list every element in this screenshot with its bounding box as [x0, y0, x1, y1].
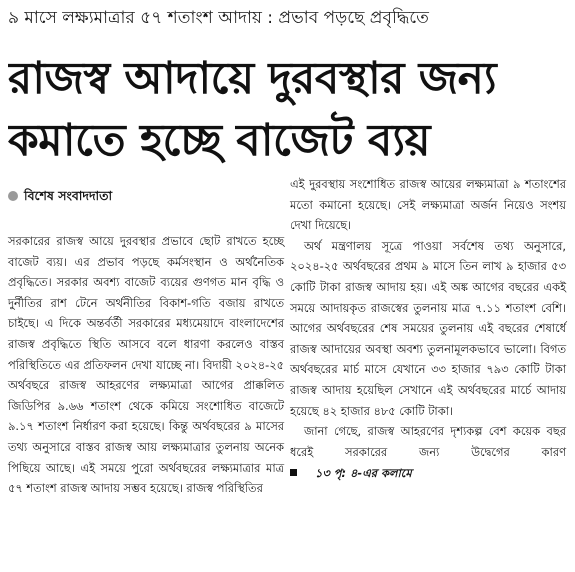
- headline-kicker: ৯ মাসে লক্ষ্যমাত্রার ৫৭ শতাংশ আদায় : প্রভাব পড়ছে প্রবৃদ্ধিতে: [8, 8, 429, 28]
- article-column-right: [290, 174, 566, 483]
- headline-line-2: কমাতে হচ্ছে বাজেট ব্যয়: [8, 115, 431, 166]
- byline: [8, 185, 284, 207]
- headline: [8, 48, 568, 172]
- article-paragraph: এই দুরবস্থায় সংশোধিত রাজস্ব আয়ের লক্ষ্যমাত্রা ৯ শতাংশের মতো কমানো হয়েছে। সেই লক্ষ্যমাত্রা অর্জন নিয়েও সংশয় দেখা দিয়েছে।: [290, 177, 566, 233]
- article-paragraph: সরকারের রাজস্ব আয়ে দুরবস্থার প্রভাবে ছোট রাখতে হচ্ছে বাজেট ব্যয়। এর প্রভাব পড়ছে কর্মসংস্থান ও অর্থনৈতিক প্রবৃদ্ধিতে। সরকার অবশ্য বাজেট ব্যয়ের গুণগত মান বৃদ্ধি ও দুর্নীতির রাশ টেনে অর্থনীতির বিকাশ-গতি বজায় রাখতে চাইছে। এ দিকে অন্তর্বর্তী সরকারের মধ্যমেয়াদে বাংলাদেশের রাজস্ব প্রবৃদ্ধিতে স্থিতি আসবে বলে ধারণা করলেও বাস্তব পরিস্থিতিতে এর প্রতিফলন দেখা যাচ্ছে না। বিদায়ী ২০২৪-২৫ অর্থবছরে রাজস্ব আহরণের লক্ষ্যমাত্রা আগের প্রাক্কলিত জিডিপির ৯.৬৬ শতাংশ থেকে কমিয়ে সংশোধিত বাজেটে ৯.১৭ শতাংশ নির্ধারণ করা হয়েছে। কিন্তু অর্থবছরের ৯ মাসের তথ্য অনুসারে বাস্তব রাজস্ব আয় লক্ষ্যমাত্রার তুলনায় অনেক পিছিয়ে আছে। এই সময়ে পুরো অর্থবছরের লক্ষ্যমাত্রার মাত্র ৫৭ শতাংশ রাজস্ব আদায় সম্ভব হয়েছে। রাজস্ব পরিস্থিতির: [8, 234, 284, 496]
- article-paragraph: [290, 421, 566, 483]
- headline-line-1: রাজস্ব আদায়ে দুরবস্থার জন্য: [8, 53, 497, 104]
- bullet-icon: [8, 191, 18, 201]
- article-column-left: [8, 185, 284, 499]
- square-icon: [290, 469, 297, 476]
- article-paragraph: অর্থ মন্ত্রণালয় সূত্রে পাওয়া সর্বশেষ তথ্য অনুসারে, ২০২৪-২৫ অর্থবছরের প্রথম ৯ মাসে তিন লাখ ৯ হাজার ৫৩ কোটি টাকা রাজস্ব আদায় হয়। এই অঙ্ক আগের বছরের একই সময়ে আদায়কৃত রাজস্বের তুলনায় মাত্র ৭.১১ শতাংশ বেশি। আগের অর্থবছরের শেষ সময়ের তুলনায় এই বছরের শেষার্ধে রাজস্ব আদায়ের অবস্থা অবশ্য তুলনামূলকভাবে ভালো। বিগত অর্থবছরের মার্চ মাসে যেখানে ৩৩ হাজার ৭৯৩ কোটি টাকা রাজস্ব আদায় হয়েছিল সেখানে এই অর্থবছরের মার্চে আদায় হয়েছে ৪২ হাজার ৪৮৫ কোটি টাকা।: [290, 238, 566, 418]
- continued-text: ১৩ পৃ: ৪-এর কলামে: [315, 465, 412, 480]
- byline-text: বিশেষ সংবাদদাতা: [24, 187, 113, 203]
- article-paragraph-text: জানা গেছে, রাজস্ব আহরণের দৃশ্যকল্প বেশ কয়েক বছর ধরেই সরকারের জন্য উদ্বেগের কারণ: [290, 424, 566, 459]
- continued-marker: [290, 463, 412, 484]
